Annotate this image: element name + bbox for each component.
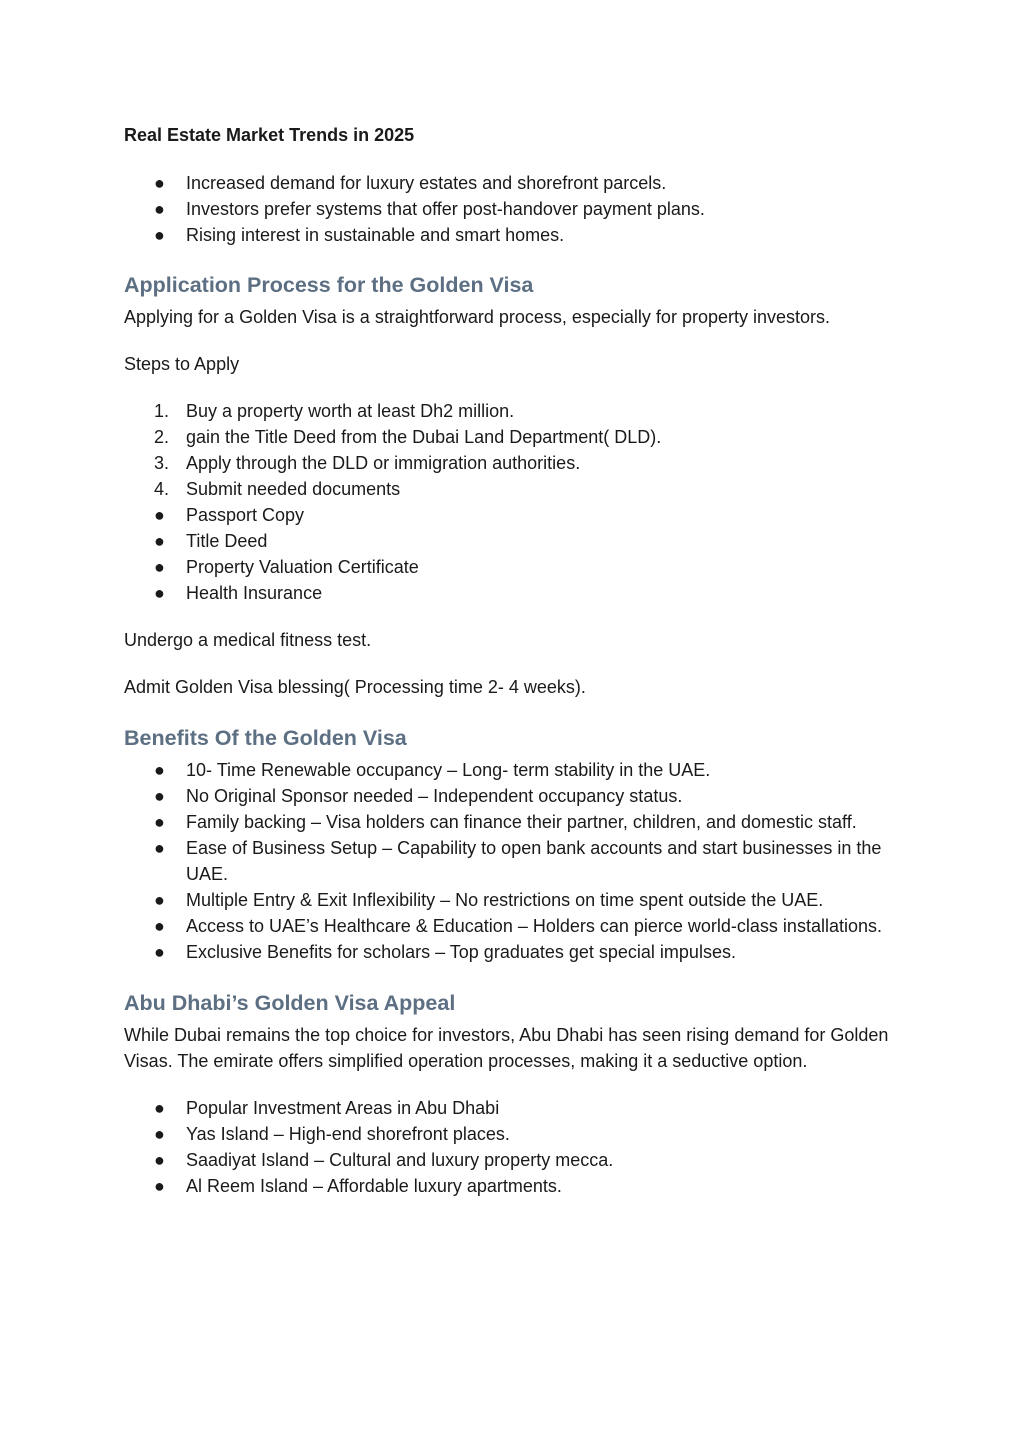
abu-dhabi-heading: Abu Dhabi’s Golden Visa Appeal — [124, 991, 456, 1015]
documents-list — [124, 502, 914, 606]
bullet-icon: ● — [154, 531, 165, 551]
list-item: ● 10- Time Renewable occupancy – Long- term stability in the UAE. — [124, 757, 914, 783]
list-item: ● Health Insurance — [124, 580, 914, 606]
bullet-icon: ● — [154, 760, 165, 780]
step-number: 2. — [154, 427, 170, 447]
application-intro: Applying for a Golden Visa is a straightforward process, especially for property investors. — [124, 307, 830, 327]
bullet-icon: ● — [154, 1098, 165, 1118]
list-item: ● Yas Island – High-end shorefront places. — [124, 1121, 914, 1147]
bullet-icon: ● — [154, 890, 165, 910]
abu-dhabi-list — [124, 1095, 914, 1199]
bullet-icon: ● — [154, 1176, 165, 1196]
list-item: ● Access to UAE’s Healthcare & Education – Holders can pierce world-class installations. — [124, 913, 914, 939]
list-item: ● No Original Sponsor needed – Independent occupancy status. — [124, 783, 914, 809]
bullet-icon: ● — [154, 812, 165, 832]
steps-list — [124, 398, 914, 502]
list-item: ● Popular Investment Areas in Abu Dhabi — [124, 1095, 914, 1121]
list-item: ● Multiple Entry & Exit Inflexibility – No restrictions on time spent outside the UAE. — [124, 887, 914, 913]
list-item: ● Ease of Business Setup – Capability to open bank accounts and start businesses in the UAE. — [124, 835, 914, 887]
bullet-icon: ● — [154, 1150, 165, 1170]
bullet-icon: ● — [154, 583, 165, 603]
steps-label: Steps to Apply — [124, 354, 240, 374]
list-item: ● Saadiyat Island – Cultural and luxury property mecca. — [124, 1147, 914, 1173]
bullet-icon: ● — [154, 1124, 165, 1144]
benefits-heading: Benefits Of the Golden Visa — [124, 726, 407, 750]
bullet-icon: ● — [154, 199, 165, 219]
step-number: 1. — [154, 401, 170, 421]
application-process-heading: Application Process for the Golden Visa — [124, 273, 534, 297]
bullet-icon: ● — [154, 838, 165, 858]
list-item: ● Property Valuation Certificate — [124, 554, 914, 580]
list-item: ● Family backing – Visa holders can finance their partner, children, and domestic staff. — [124, 809, 914, 835]
list-item: 3. Apply through the DLD or immigration authorities. — [124, 450, 914, 476]
list-item: 2. gain the Title Deed from the Dubai Land Department( DLD). — [124, 424, 914, 450]
bullet-icon: ● — [154, 916, 165, 936]
market-trends-title: Real Estate Market Trends in 2025 — [124, 125, 415, 145]
document-content — [124, 122, 914, 1199]
list-item: ● Title Deed — [124, 528, 914, 554]
step-number: 4. — [154, 479, 170, 499]
bullet-icon: ● — [154, 225, 165, 245]
list-item: ● Investors prefer systems that offer post-handover payment plans. — [124, 196, 914, 222]
bullet-icon: ● — [154, 786, 165, 806]
market-trends-list — [124, 170, 914, 248]
medical-test-text: Undergo a medical fitness test. — [124, 630, 372, 650]
bullet-icon: ● — [154, 557, 165, 577]
abu-dhabi-intro: While Dubai remains the top choice for investors, Abu Dhabi has seen rising demand for Golden Visas. The emirate offers simplified operation processes, making it a seductive option. — [124, 1025, 889, 1071]
list-item: 4. Submit needed documents — [124, 476, 914, 502]
benefits-list — [124, 757, 914, 965]
list-item: ● Passport Copy — [124, 502, 914, 528]
list-item: ● Al Reem Island – Affordable luxury apartments. — [124, 1173, 914, 1199]
list-item: 1. Buy a property worth at least Dh2 million. — [124, 398, 914, 424]
bullet-icon: ● — [154, 942, 165, 962]
list-item: ● Exclusive Benefits for scholars – Top graduates get special impulses. — [124, 939, 914, 965]
step-number: 3. — [154, 453, 170, 473]
list-item: ● Rising interest in sustainable and smart homes. — [124, 222, 914, 248]
bullet-icon: ● — [154, 173, 165, 193]
bullet-icon: ● — [154, 505, 165, 525]
admit-visa-text: Admit Golden Visa blessing( Processing time 2- 4 weeks). — [124, 677, 586, 697]
list-item: ● Increased demand for luxury estates and shorefront parcels. — [124, 170, 914, 196]
